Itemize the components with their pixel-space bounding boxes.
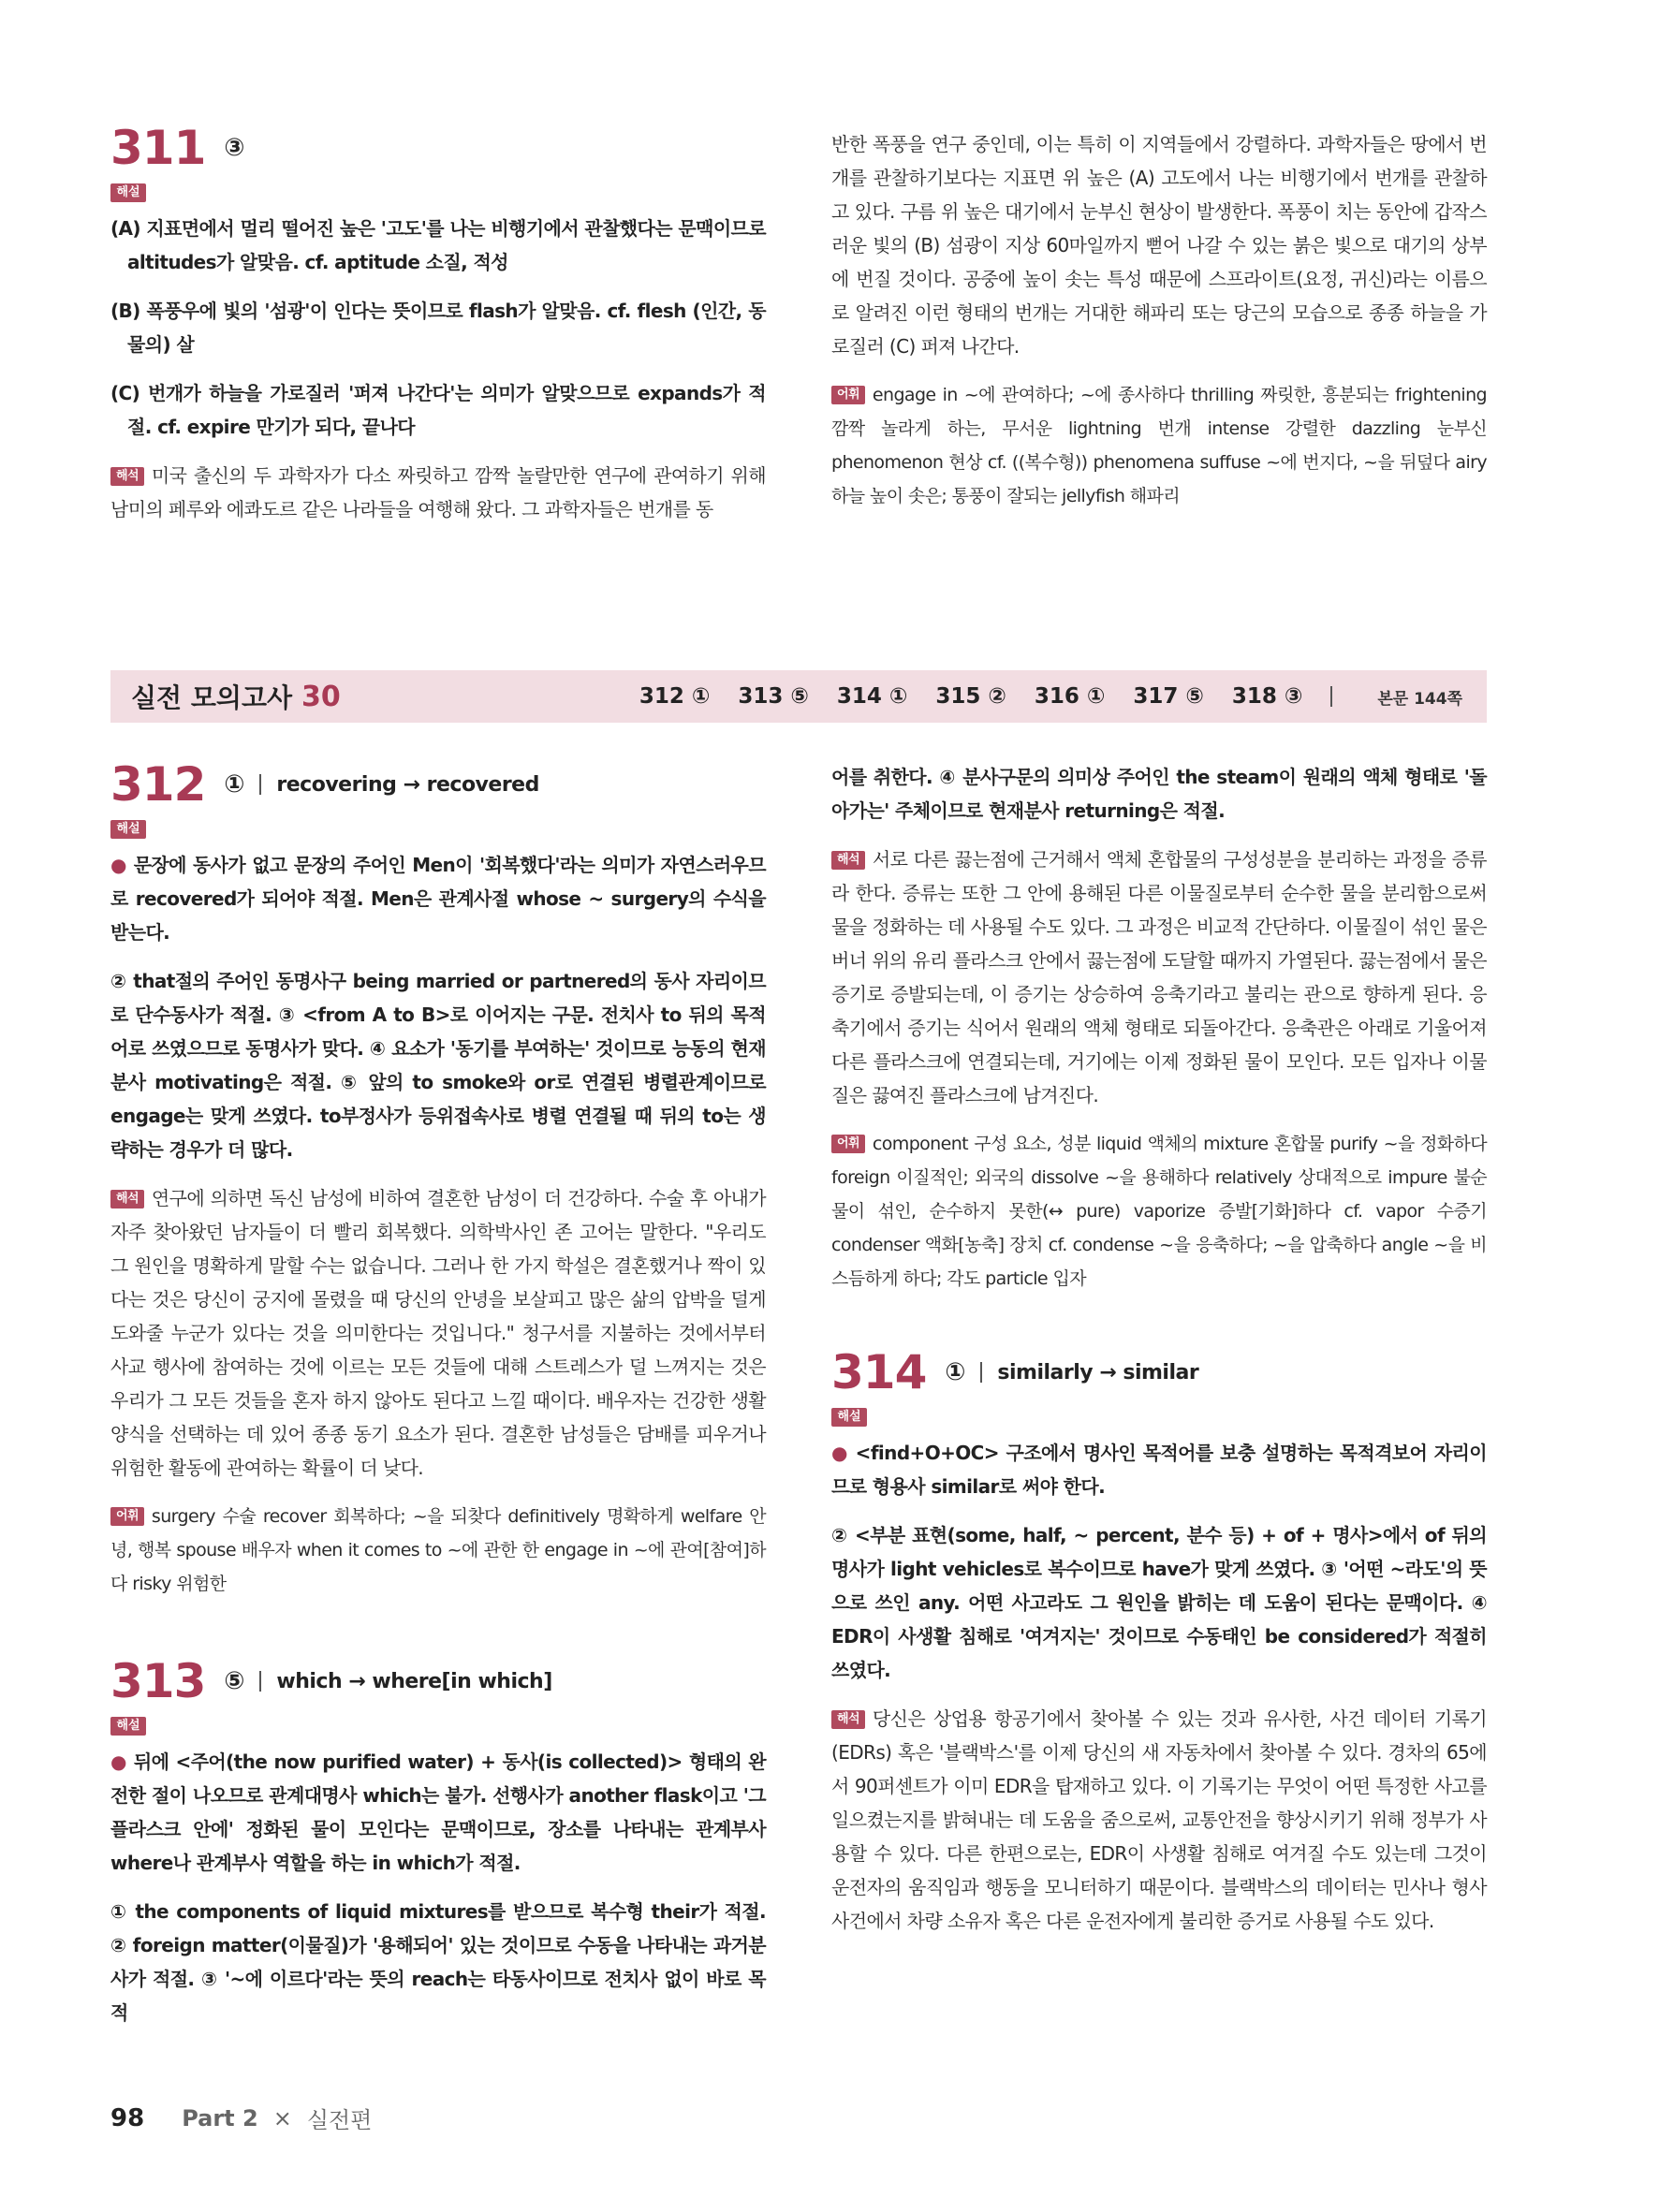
divider (980, 1362, 982, 1383)
question-number: 313 (110, 1654, 206, 1708)
translation-tag: 해석 (110, 467, 144, 486)
answer-key-item: 318 ③ (1231, 684, 1303, 709)
translation-tag: 해석 (831, 851, 865, 870)
q314-header (831, 1344, 1487, 1400)
vocabulary: 어휘 component 구성 요소, 성분 liquid 액체의 mixture 혼합물 purify ~을 정화하다 foreign 이질적인; 외국의 dissolve ~을 용해하다 relatively 상대적으로 impure 불순물이 섞인, 순수하지 못한(↔ pure) vaporize 증발[기화]하다 cf. vapor 수증기 condenser 액화[농축] 장치 cf. condense ~을 응축하다; ~을 압축하다 angle ~을 비스듬하게 하다; 각도 particle 입자 (831, 1134, 1487, 1289)
page-number: 98 (110, 2103, 145, 2132)
answer-key-item: 313 ⑤ (738, 684, 809, 709)
vocabulary: 어휘 engage in ~에 관여하다; ~에 종사하다 thrilling 짜릿한, 흥분되는 frightening 깜짝 놀라게 하는, 무서운 lightning 번개 intense 강렬한 dazzling 눈부신 phenomenon 현상 cf. ((복수형)) phenomena suffuse ~에 번지다, ~을 뒤덮다 airy 하늘 높이 솟은; 통풍이 잘되는 jellyfish 해파리 (831, 385, 1487, 506)
vocab-tag: 어휘 (110, 1507, 144, 1526)
explanation-b: (B) 폭풍우에 빛의 '섬광'이 인다는 뜻이므로 flash가 알맞음. cf. flesh (인간, 동물의) 살 (110, 300, 766, 356)
explanation-2: ② that절의 주어인 동명사구 being married or partnered의 동사 자리이므로 단수동사가 적절. ③ <from A to B>로 이어지는 구문. 전치사 to 뒤의 목적어로 쓰였으므로 동명사가 맞다. ④ 요소가 '동기를 부여하는' 것이므로 능동의 현재분사 motivating은 적절. ⑤ 앞의 to smoke와 or로 연결된 병렬관계이므로 engage는 맞게 쓰였다. to부정사가 등위접속사로 병렬 연결될 때 뒤의 to는 생략하는 경우가 더 많다. (110, 970, 766, 1161)
explanation-1: ● <find+O+OC> 구조에서 명사인 목적어를 보충 설명하는 목적격보어 자리이므로 형용사 similar로 써야 한다. (831, 1442, 1487, 1498)
answer-mark: ③ (224, 134, 245, 162)
correction: which → where[in which] (276, 1669, 552, 1693)
answer-mark: ⑤ (224, 1667, 245, 1695)
explanation-c: (C) 번개가 하늘을 가로질러 '퍼져 나간다'는 의미가 알맞으므로 expands가 적절. cf. expire 만기가 되다, 끝나다 (110, 382, 766, 438)
translation: 해석 당신은 상업용 항공기에서 찾아볼 수 있는 것과 유사한, 사건 데이터 기록기(EDRs) 혹은 '블랙박스'를 이제 당신의 새 자동차에서 찾아볼 수 있다. 경차의 65에서 90퍼센트가 이미 EDR을 탑재하고 있다. 이 기록기는 무엇이 어떤 특정한 사고를 일으켰는지를 밝혀내는 데 도움을 줌으로써, 교통안전을 향상시키기 위해 정부가 사용할 수 있다. 다른 한편으로는, EDR이 사생활 침해로 여겨질 수도 있는데 그것이 운전자의 움직임과 행동을 모니터하기 때문이다. 블랙박스의 데이터는 민사나 형사 사건에서 차량 소유자 혹은 다른 운전자에게 불리한 증거로 사용될 수도 있다. (831, 1707, 1487, 1932)
explanation-tag: 해설 (110, 1717, 146, 1736)
question-number: 311 (110, 121, 206, 175)
translation: 해석 서로 다른 끓는점에 근거해서 액체 혼합물의 구성성분을 분리하는 과정을 증류라 한다. 증류는 또한 그 안에 용해된 다른 이물질로부터 순수한 물을 분리함으로써 물을 정화하는 데 사용될 수도 있다. 그 과정은 비교적 간단하다. 이물질이 섞인 물은 버너 위의 유리 플라스크 안에서 끓는점에 도달할 때까지 가열된다. 끓는점에서 물은 증기로 증발되는데, 이 증기는 상승하여 응축기라고 불리는 관으로 향하게 된다. 응축기에서 증기는 식어서 원래의 액체 형태로 되돌아간다. 응축관은 아래로 기울어져 다른 플라스크에 연결되는데, 거기에는 이제 정화된 물이 모인다. 모든 입자나 이물질은 끓여진 플라스크에 남겨진다. (831, 848, 1487, 1106)
translation-right: 반한 폭풍을 연구 중인데, 이는 특히 이 지역들에서 강렬하다. 과학자들은 땅에서 번개를 관찰하기보다는 지표면 위 높은 (A) 고도에서 나는 비행기에서 번개를 관찰하고 있다. 구름 위 높은 대기에서 눈부신 현상이 발생한다. 폭풍이 치는 동안에 갑작스러운 빛의 (B) 섬광이 지상 60마일까지 뻗어 나갈 수 있는 붉은 빛으로 대기의 상부에 번질 것이다. 공중에 높이 솟는 특성 때문에 스프라이트(요정, 귀신)라는 이름으로 알려진 이런 형태의 번개는 거대한 해파리 또는 당근의 모습으로 종종 하늘을 가로질러 (C) 퍼져 나간다. (831, 133, 1487, 358)
section-label: 실전편 (306, 2107, 373, 2133)
vocab-tag: 어휘 (831, 1135, 865, 1153)
answer-key-item: 317 ⑤ (1133, 684, 1204, 709)
q313-header (110, 1653, 766, 1709)
q311-right-column (831, 127, 1487, 526)
page-reference: 본문 144쪽 (1377, 689, 1462, 709)
answer-mark: ① (224, 770, 245, 798)
explanation-tag: 해설 (110, 183, 146, 202)
answer-key (611, 684, 1487, 709)
answer-key-item: 316 ① (1034, 684, 1106, 709)
bullet-icon: ● (110, 854, 127, 876)
vocabulary: 어휘 surgery 수술 recover 회복하다; ~을 되찾다 definitively 명확하게 welfare 안녕, 행복 spouse 배우자 when it comes to ~에 관한 한 engage in ~에 관여[참여]하다 risky 위험한 (110, 1506, 766, 1594)
q311-left-column (110, 120, 766, 541)
translation-tag: 해석 (110, 1190, 144, 1209)
divider (259, 1671, 261, 1692)
translation: 해석 연구에 의하면 독신 남성에 비하여 결혼한 남성이 더 건강하다. 수술 후 아내가 자주 찾아왔던 남자들이 더 빨리 회복했다. 의학박사인 존 고어는 말한다. "우리도 그 원인을 명확하게 말할 수는 없습니다. 그러나 한 가지 학설은 결혼했거나 짝이 있다는 것은 당신이 궁지에 몰렸을 때 당신의 안녕을 보살피고 많은 삶의 압박을 덜게 도와줄 누군가 있다는 것을 의미한다는 것입니다." 청구서를 지불하는 것에서부터 사교 행사에 참여하는 것에 이르는 모든 것들에 대해 스트레스가 덜 느껴지는 것은 우리가 그 모든 것들을 혼자 하지 않아도 된다고 느낄 때이다. 배우자는 건강한 생활양식을 선택하는 데 있어 종종 동기 요소가 된다. 결혼한 남성들은 담배를 피우거나 위험한 활동에 관여하는 확률이 더 낮다. (110, 1187, 766, 1479)
answer-mark: ① (945, 1358, 966, 1386)
explanation-3: 어를 취한다. ④ 분사구문의 의미상 주어인 the steam이 원래의 액체 형태로 '돌아가는' 주체이므로 현재분사 returning은 적절. (831, 766, 1487, 822)
correction: similarly → similar (997, 1360, 1199, 1384)
explanation-tag: 해설 (831, 1408, 867, 1427)
answer-key-item: 314 ① (836, 684, 908, 709)
explanation-1: ● 뒤에 <주어(the now purified water) + 동사(is collected)> 형태의 완전한 절이 나오므로 관계대명사 which는 불가. 선행사가 another flask이고 '그 플라스크 안에' 정화된 물이 모인다는 문맥이므로, 장소를 나타내는 관계부사 where나 관계부사 역할을 하는 in which가 적절. (110, 1751, 766, 1874)
explanation-2: ② <부분 표현(some, half, ~ percent, 분수 등) + of + 명사>에서 of 뒤의 명사가 light vehicles로 복수이므로 have가 맞게 쓰였다. ③ '어떤 ~라도'의 뜻으로 쓰인 any. 어떤 사고라도 그 원인을 밝히는 데 도움이 된다는 문맥이다. ④ EDR이 사생활 침해로 '여겨지는' 것이므로 수동태인 be considered가 적절히 쓰였다. (831, 1524, 1487, 1681)
answer-key-item: 312 ① (639, 684, 711, 709)
right-column-lower (831, 760, 1487, 1953)
q311-header (110, 120, 766, 176)
q312-header (110, 756, 766, 813)
left-column-lower (110, 756, 766, 2044)
divider (259, 774, 261, 795)
answer-key-item: 315 ② (935, 684, 1006, 709)
vocab-tag: 어휘 (831, 386, 865, 404)
correction: recovering → recovered (276, 772, 539, 797)
bullet-icon: ● (110, 1751, 127, 1773)
banner-title: 실전 모의고사 (131, 682, 293, 713)
divider (1330, 686, 1332, 707)
explanation-1: ● 문장에 동사가 없고 문장의 주어인 Men이 '회복했다'라는 의미가 자연스러우므로 recovered가 되어야 적절. Men은 관계사절 whose ~ surgery의 수식을 받는다. (110, 854, 766, 944)
test-banner (110, 670, 1487, 723)
bullet-icon: ● (831, 1442, 849, 1464)
separator: × (272, 2104, 292, 2131)
part-label: Part 2 (182, 2104, 258, 2131)
question-number: 314 (831, 1345, 927, 1399)
question-number: 312 (110, 757, 206, 812)
page-footer (110, 2102, 372, 2134)
banner-number: 30 (301, 680, 341, 713)
translation-left: 해석 미국 출신의 두 과학자가 다소 짜릿하고 깜짝 놀랄만한 연구에 관여하기 위해 남미의 페루와 에콰도르 같은 나라들을 여행해 왔다. 그 과학자들은 번개를 동 (110, 464, 766, 520)
explanation-a: (A) 지표면에서 멀리 떨어진 높은 '고도'를 나는 비행기에서 관찰했다는 문맥이므로 altitudes가 알맞음. cf. aptitude 소질, 적성 (110, 217, 766, 273)
explanation-tag: 해설 (110, 820, 146, 839)
explanation-2: ① the components of liquid mixtures를 받으므로 복수형 their가 적절. ② foreign matter(이물질)가 '용해되어' 있는 것이므로 수동을 나타내는 과거분사가 적절. ③ '~에 이르다'라는 뜻의 reach는 타동사이므로 전치사 없이 바로 목적 (110, 1900, 766, 2024)
translation-tag: 해석 (831, 1710, 865, 1729)
